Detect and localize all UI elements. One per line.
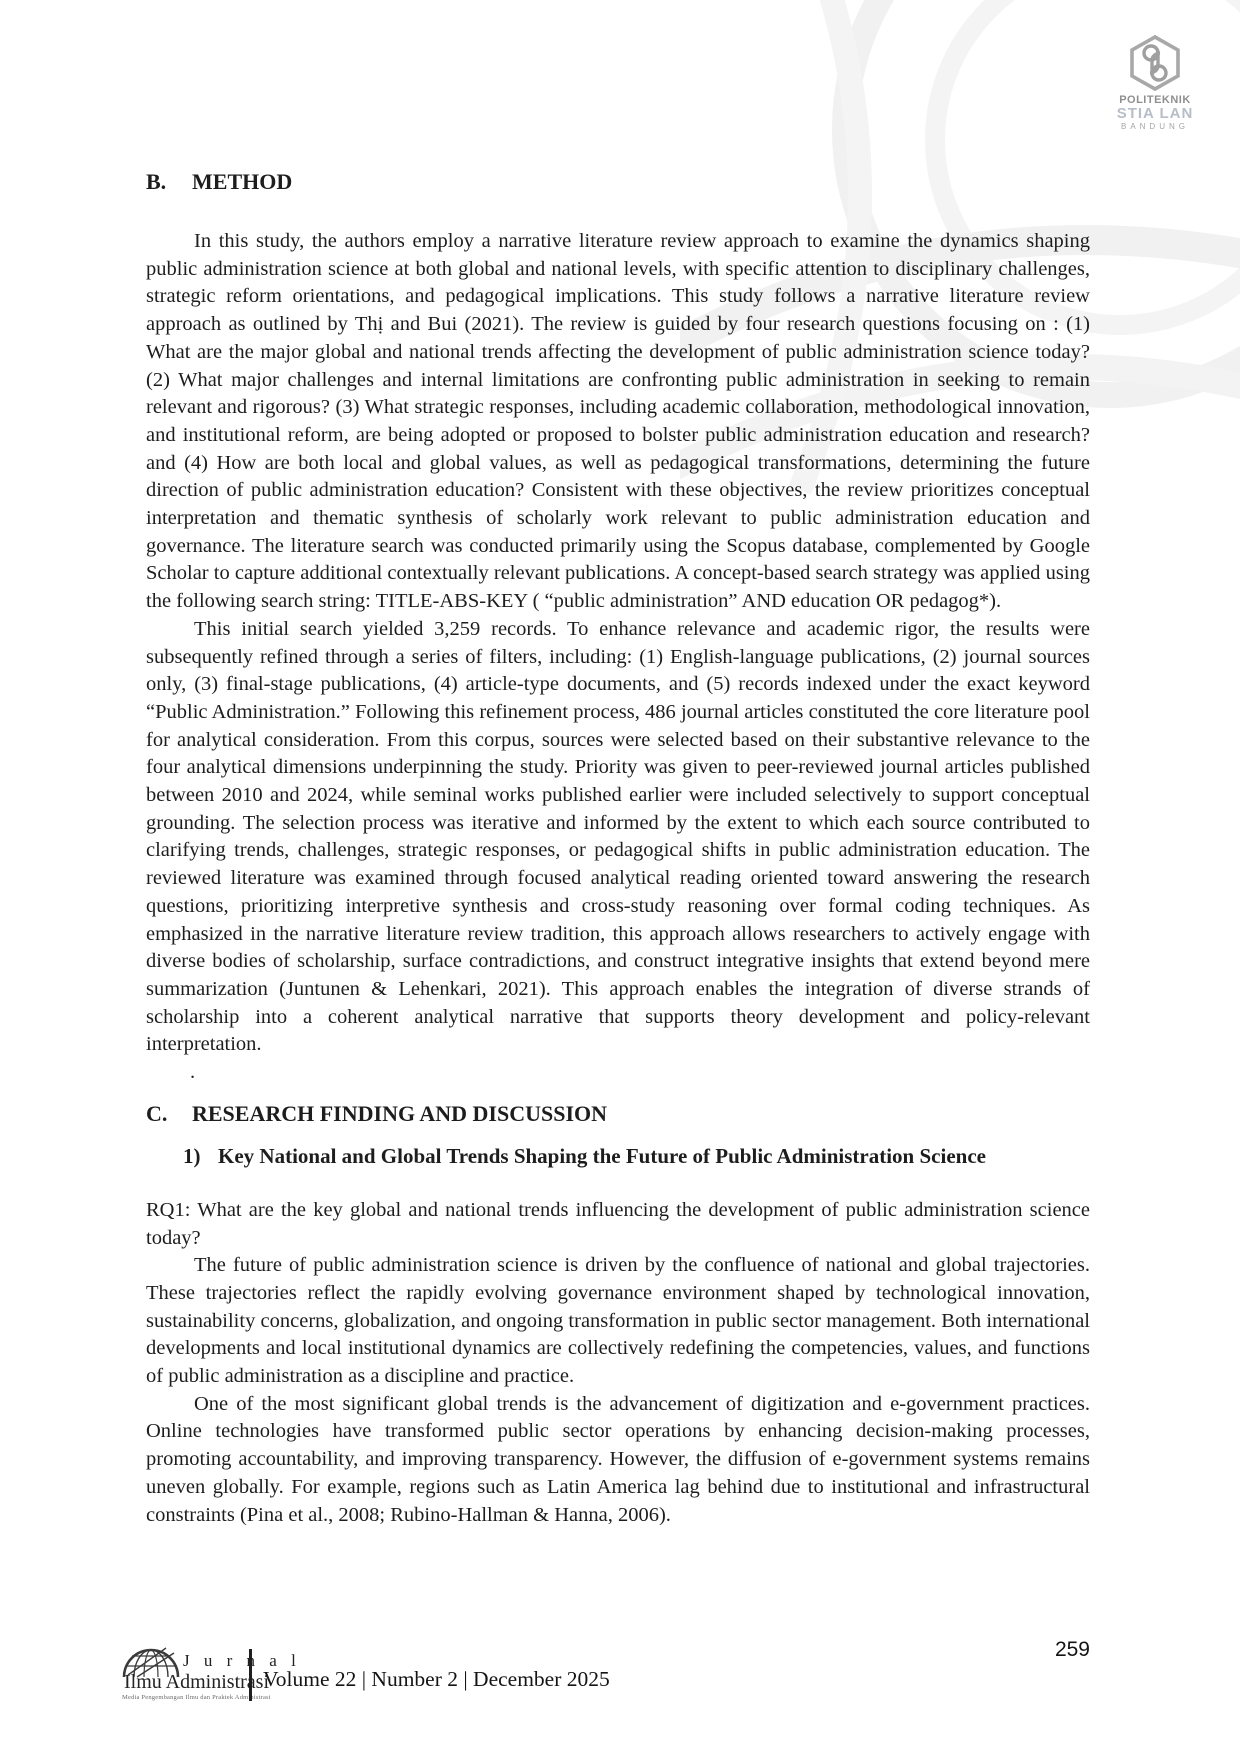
method-paragraph-1: In this study, the authors employ a narrative literature review approach to examine the dynamics shaping public administration science at both global and national levels, with specific attention to disciplinary challenges, strategic reform orientations, and pedagogical implications. This study follows a narrative literature review approach as outlined by Thị and Bui (2021). The review is guided by four research questions focusing on : (1) What are the major global and national trends affecting the development of public administration science today? (2) What major challenges and internal limitations are confronting public administration in seeking to remain relevant and rigorous? (3) What strategic responses, including academic collaboration, methodological innovation, and institutional reform, are being adopted or proposed to bolster public administration education and research? and (4) How are both local and global values, as well as pedagogical transformations, determining the future direction of public administration education? Consistent with these objectives, the review prioritizes conceptual interpretation and thematic synthesis of scholarly work relevant to public administration education and governance. The literature search was conducted primarily using the Scopus database, complemented by Google Scholar to capture additional contextually relevant publications. A concept-based search strategy was applied using the following search string: TITLE-ABS-KEY ( “public administration” AND education OR pedagog*).: [146, 230, 1090, 613]
section-label: C.: [146, 1100, 168, 1126]
institution-name-line2: STIA LAN: [1116, 105, 1194, 122]
journal-name-line1: J u r n a l: [183, 1651, 301, 1670]
findings-paragraph-2: One of the most significant global trends is the advancement of digitization and e-government practices. Online technologies have transformed public sector operations by enhancing decision-making processes, promoting accountability, and improving transparency. However, the diffusion of e-government systems remains uneven globally. For example, regions such as Latin America lag behind due to institutional and infrastructural constraints (Pina et al., 2008; Rubino-Hallman & Hanna, 2006).: [146, 1392, 1090, 1526]
section-title: METHOD: [192, 169, 293, 194]
subsection-title: Key National and Global Trends Shaping the Future of Public Administration Science: [218, 1143, 986, 1168]
journal-tagline: Media Pengembangan Ilmu dan Praktek Administrasi: [122, 1694, 271, 1701]
subsection-label: 1): [183, 1143, 201, 1168]
section-heading-method: [146, 168, 1090, 196]
journal-name-line2: Ilmu Administrasi: [124, 1671, 269, 1693]
article-body: [146, 168, 1090, 1529]
footer-divider: [249, 1649, 252, 1701]
section-label: B.: [146, 169, 167, 194]
issue-info: Volume 22 | Number 2 | December 2025: [263, 1667, 610, 1691]
stray-period: .: [190, 1061, 196, 1084]
research-question-1: RQ1: What are the key global and national trends influencing the development of public administration science today?: [146, 1198, 1090, 1249]
institution-name-line3: BANDUNG: [1120, 122, 1189, 131]
findings-paragraph-1: The future of public administration science is driven by the confluence of national and global trajectories. These trajectories reflect the rapidly evolving governance environment shaped by technological innovation, sustainability concerns, globalization, and ongoing transformation in public sector management. Both international developments and local institutional dynamics are collectively redefining the competencies, values, and functions of public administration as a discipline and practice.: [146, 1254, 1090, 1388]
institution-logo: [1112, 34, 1198, 132]
page-number: 259: [1054, 1638, 1090, 1661]
hexagon-emblem-icon: [1128, 34, 1182, 92]
institution-name-line1: POLITEKNIK: [1119, 94, 1191, 106]
subsection-heading-trends: [183, 1142, 1090, 1170]
section-title: RESEARCH FINDING AND DISCUSSION: [192, 1100, 608, 1126]
method-paragraph-2: This initial search yielded 3,259 records. To enhance relevance and academic rigor, the results were subsequently refined through a series of filters, including: (1) English-language publications, (2) journal sources only, (3) final-stage publications, (4) article-type documents, and (5) records indexed under the exact keyword “Public Administration.” Following this refinement process, 486 journal articles constituted the core literature pool for analytical consideration. From this corpus, sources were selected based on their substantive relevance to the four analytical dimensions underpinning the study. Priority was given to peer-reviewed journal articles published between 2010 and 2024, while seminal works published earlier were included selectively to support conceptual grounding. The selection process was iterative and informed by the extent to which each source contributed to clarifying trends, challenges, strategic responses, or pedagogical shifts in public administration education. The reviewed literature was examined through focused analytical reading oriented toward answering the research questions, prioritizing interpretive synthesis and cross-study reasoning over formal coding techniques. As emphasized in the narrative literature review tradition, this approach allows researchers to actively engage with diverse bodies of scholarship, surface contradictions, and construct integrative insights that extend beyond mere summarization (Juntunen & Lehenkari, 2021). This approach enables the integration of diverse strands of scholarship into a coherent analytical narrative that supports theory development and policy-relevant interpretation.: [146, 617, 1090, 1056]
section-heading-findings: [146, 1100, 1090, 1128]
